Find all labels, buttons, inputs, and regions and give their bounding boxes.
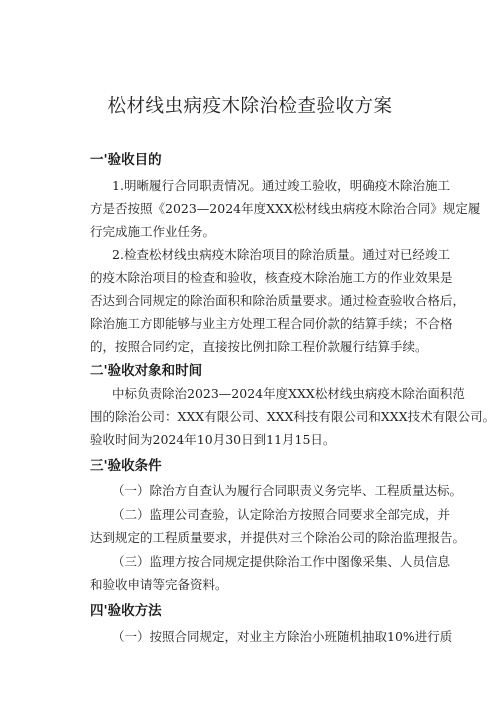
section-heading-1: 一'验收目的 — [90, 152, 162, 168]
paragraph-line: 和验收申请等完备资料。 — [90, 577, 228, 592]
paragraph-line: （一）按照合同规定，对业主方除治小班随机抽取10%进行质 — [112, 629, 453, 644]
paragraph-line: 围的除治公司：XXX有限公司、XXX科技有限公司和XXX技术有限公司。 — [90, 409, 496, 424]
paragraph-line: 的疫木除治项目的检查和验收，核查疫木除治施工方的作业效果是 — [90, 270, 453, 285]
section-heading-2: 二'验收对象和时间 — [90, 363, 203, 379]
paragraph-line: 中标负责除治2023—2024年度XXX松材线虫病疫木除治面积范 — [112, 386, 465, 401]
section-heading-3: 三'验收条件 — [90, 458, 162, 474]
section-heading-4: 四'验收方法 — [90, 603, 162, 619]
paragraph-line: 1.明晰履行合同职责情况。通过竣工验收，明确疫木除治施工 — [112, 178, 450, 193]
paragraph-line: 达到规定的工程质量要求，并提供对三个除治公司的除治监理报告。 — [90, 530, 466, 545]
paragraph-line: 的，按照合同约定，直接按比例扣除工程价款履行结算手续。 — [90, 339, 428, 354]
paragraph-line: 除治施工方即能够与业主方处理工程合同价款的结算手续；不合格 — [90, 316, 453, 331]
document-title: 松材线虫病疫木除治检查验收方案 — [107, 96, 393, 117]
paragraph-line: （三）监理方按合同规定提供除治工作中图像采集、人员信息 — [112, 554, 450, 569]
paragraph-line: 方是否按照《2023—2024年度XXX松材线虫病疫木除治合同》规定履 — [90, 201, 481, 216]
paragraph-line: 行完成施工作业任务。 — [90, 224, 216, 239]
paragraph-line: （二）监理公司查验，认定除治方按照合同要求全部完成，并 — [112, 507, 450, 522]
paragraph-line: 2.检查松材线虫病疫木除治项目的除治质量。通过对已经竣工 — [112, 247, 450, 262]
paragraph-line: （一）除治方自查认为履行合同职责义务完毕、工程质量达标。 — [112, 483, 463, 498]
paragraph-line: 否达到合同规定的除治面积和除治质量要求。通过检查验收合格后， — [90, 293, 466, 308]
paragraph-line: 验收时间为2024年10月30日到11月15日。 — [90, 432, 336, 447]
